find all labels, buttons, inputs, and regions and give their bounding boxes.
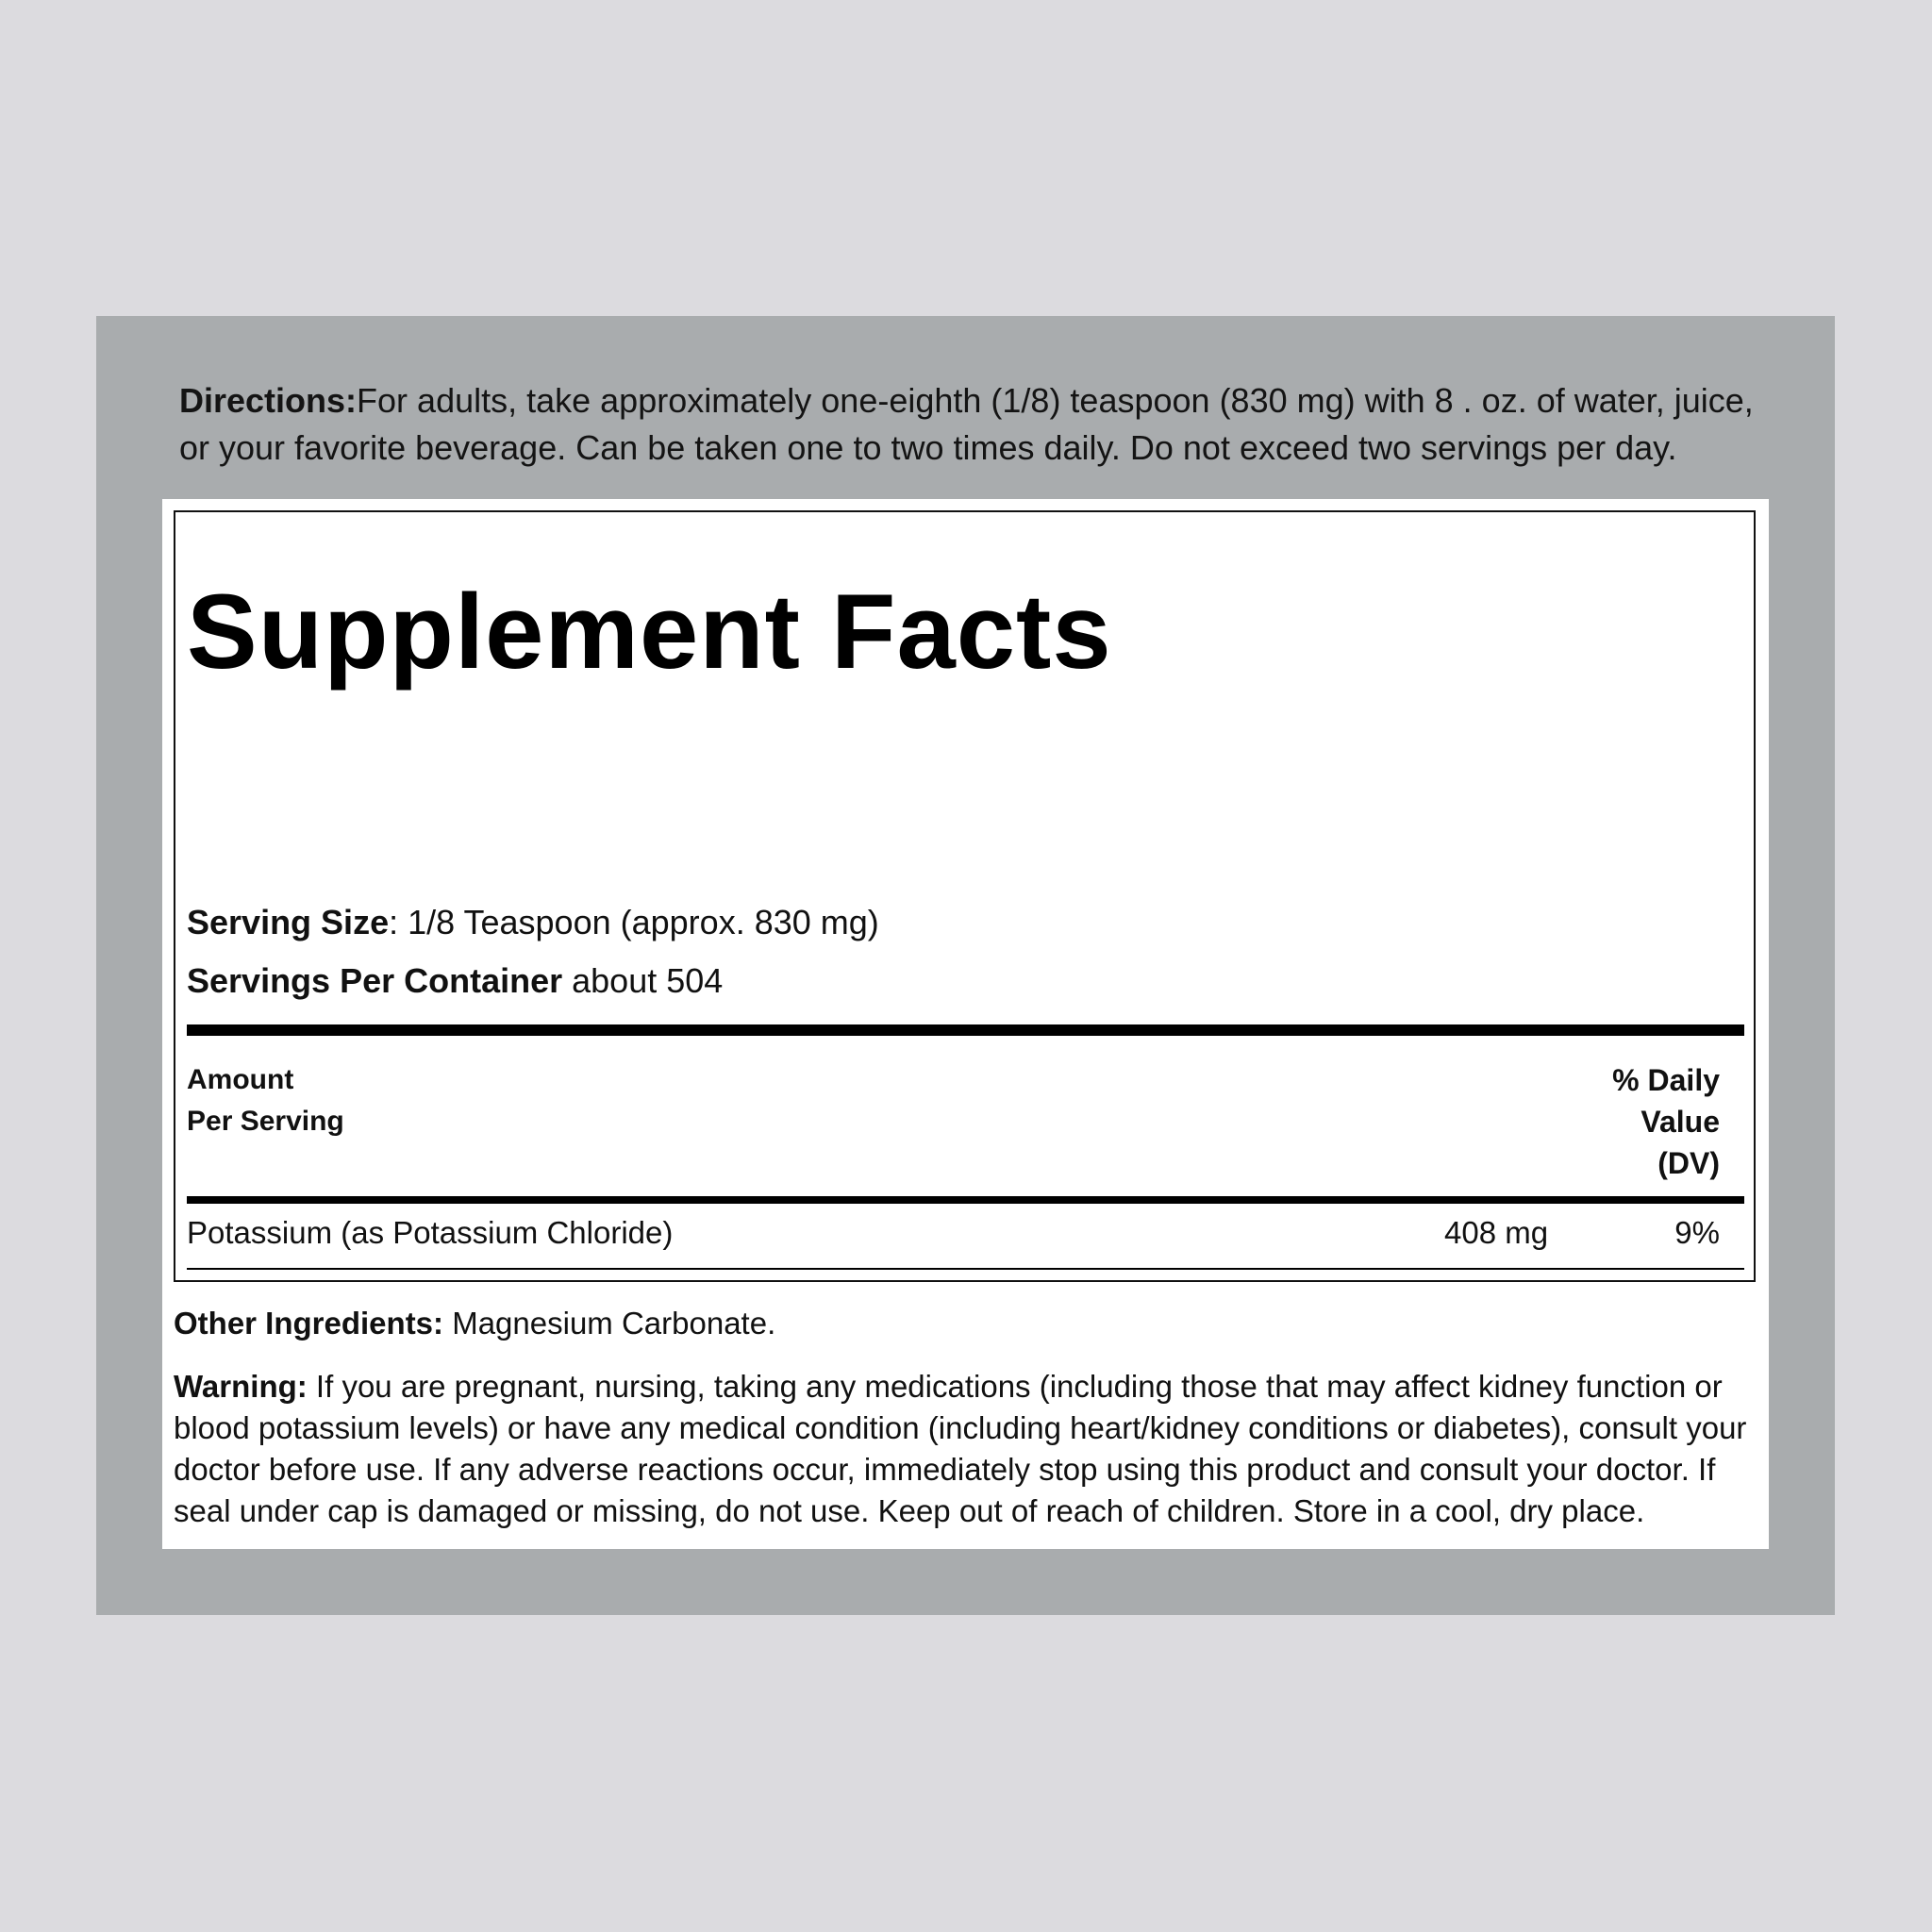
other-ingredients xyxy=(174,1302,1758,1345)
serving-size xyxy=(187,904,879,941)
directions-text xyxy=(179,377,1783,472)
amount-header-line1: Amount xyxy=(187,1064,294,1095)
other-ingredients-text: Magnesium Carbonate. xyxy=(443,1306,776,1341)
directions-label: Directions: xyxy=(179,381,358,420)
warning-label: Warning xyxy=(174,1369,297,1404)
amount-per-serving-header xyxy=(187,1059,344,1142)
directions-body: For adults, take approximately one-eighth (1/8) teaspoon (830 mg) with 8 . oz. of water, juice, or your favorite beverage. Can be taken one to two times daily. Do not exceed two servings per day. xyxy=(179,381,1754,467)
warning-text xyxy=(174,1366,1758,1532)
other-colon: : xyxy=(433,1306,444,1341)
thick-divider xyxy=(187,1024,1744,1036)
servings-per-label: Servings Per Container xyxy=(187,961,573,1000)
other-ingredients-label: Other Ingredients xyxy=(174,1306,434,1341)
servings-per-value: about 504 xyxy=(572,961,724,1000)
medium-divider xyxy=(187,1196,1744,1204)
warning-body: If you are pregnant, nursing, taking any medications (including those that may affect kidney function or blood potassium levels) or have any medical condition (including heart/kidney conditions or diabetes), consult your doctor before use. If any adverse reactions occur, immediately stop using this product and consult your doctor. If seal under cap is damaged or missing, do not use. Keep out of reach of children. Store in a cool, dry place. xyxy=(174,1369,1747,1528)
serving-size-value: : 1/8 Teaspoon (approx. 830 mg) xyxy=(389,903,879,941)
daily-value-header: % Daily Value (DV) xyxy=(1612,1063,1720,1180)
facts-title: Supplement Facts xyxy=(187,573,1112,691)
thin-divider xyxy=(187,1268,1744,1270)
serving-size-label: Serving Size xyxy=(187,903,390,941)
nutrient-name: Potassium (as Potassium Chloride) xyxy=(187,1215,674,1250)
nutrient-amount: 408 mg xyxy=(1444,1215,1549,1250)
supplement-facts-box xyxy=(174,510,1756,1282)
warning-colon: : xyxy=(296,1369,308,1404)
amount-header-line2: Per Serving xyxy=(187,1106,344,1137)
nutrient-daily-value: 9% xyxy=(1674,1215,1720,1250)
servings-per-container xyxy=(187,962,723,1000)
